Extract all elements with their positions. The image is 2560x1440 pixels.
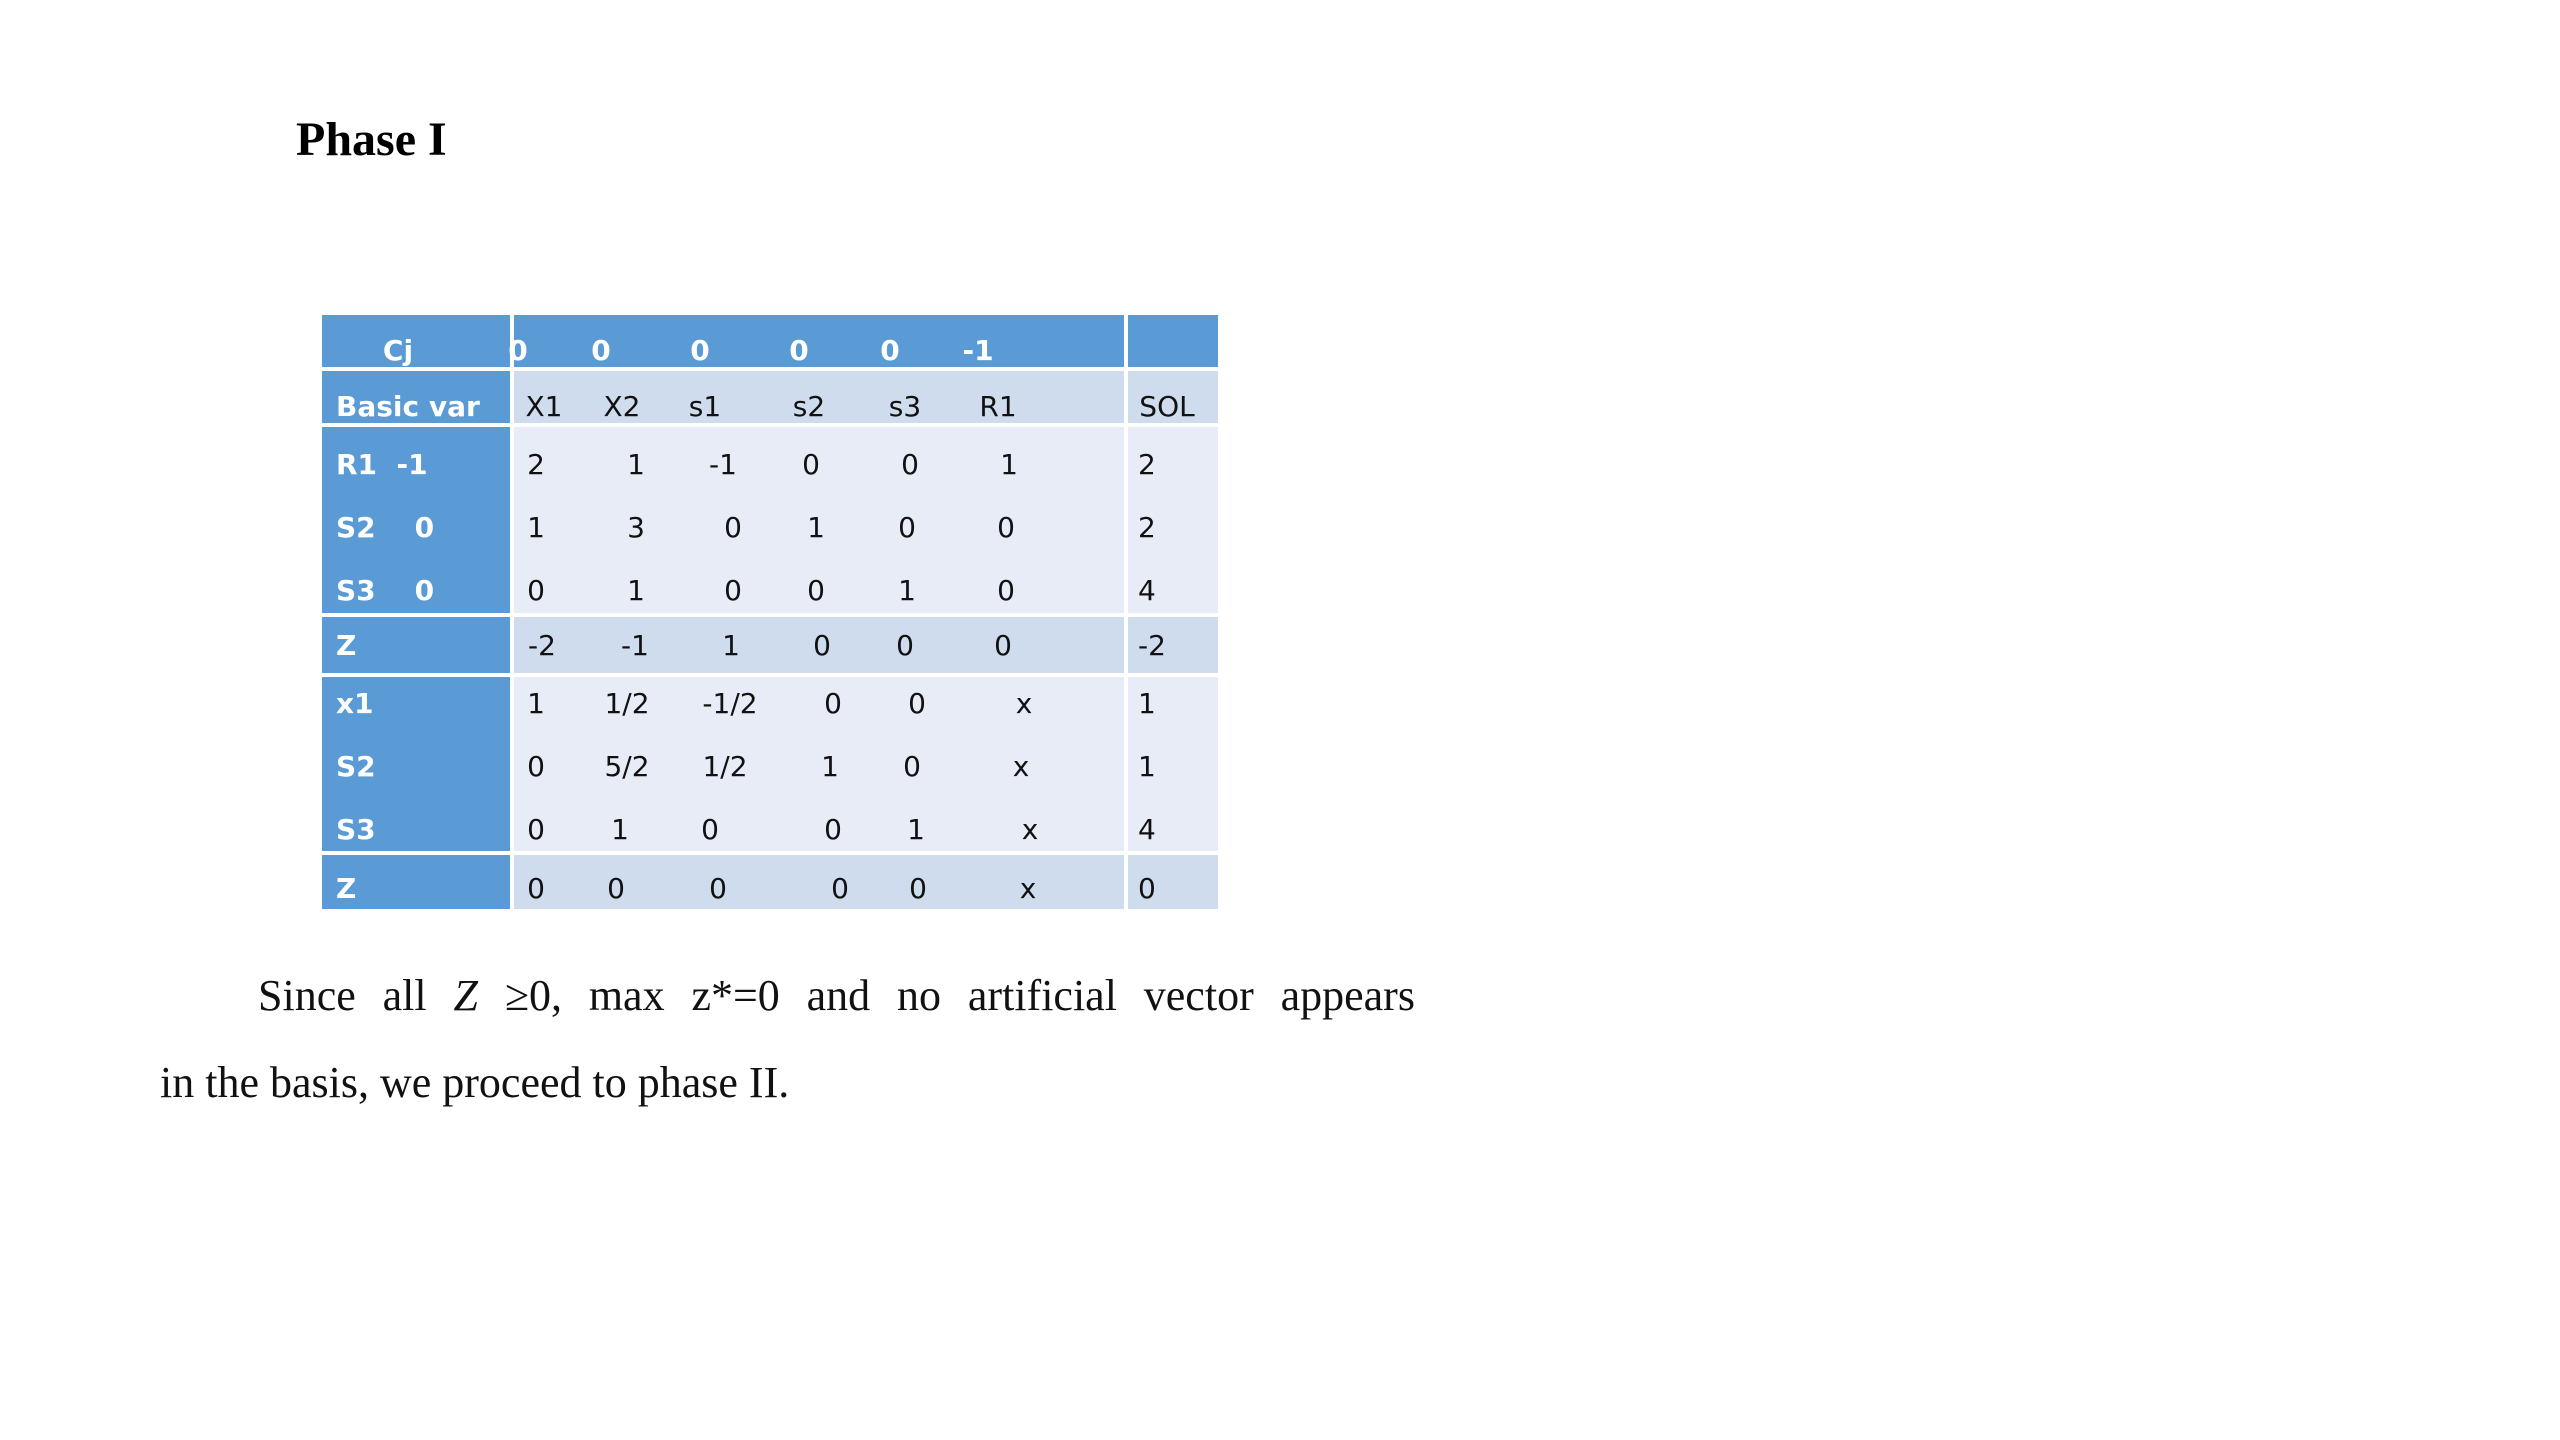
row-label: S2 (336, 750, 376, 783)
tableau-cell: 0 (997, 511, 1015, 544)
tableau-cell: x (1015, 687, 1033, 720)
column-header: s2 (792, 390, 826, 423)
tableau-cell: 0 (807, 574, 825, 607)
tableau-cell: 1/2 (604, 687, 650, 720)
column-header: s1 (688, 390, 722, 423)
tableau-cell: 0 (898, 511, 916, 544)
sol-cell: 1 (1138, 750, 1156, 783)
cj-row-bg (322, 315, 1218, 367)
tableau-cell: -1 (709, 448, 737, 481)
tableau-cell: 1 (907, 813, 925, 846)
cj-label: Cj (382, 334, 414, 367)
row-label: S2 0 (336, 511, 435, 544)
row-divider (322, 613, 1218, 617)
tableau-cell: 1 (627, 574, 645, 607)
row-label: Z (336, 872, 357, 905)
tableau-cell: x (1019, 872, 1037, 905)
paragraph-word: and (806, 971, 871, 1020)
row-label: Z (336, 629, 357, 662)
tableau-cell: 0 (824, 813, 842, 846)
tableau-cell: -1 (621, 629, 649, 662)
sol-cell: 4 (1138, 813, 1156, 846)
paragraph-word: Since (258, 971, 356, 1020)
tableau-cell: 0 (701, 813, 719, 846)
cj-value: 0 (690, 334, 710, 367)
tableau-cell: 0 (527, 750, 545, 783)
tableau-cell: 0 (901, 448, 919, 481)
tableau-cell: 0 (709, 872, 727, 905)
tableau-cell: 0 (527, 813, 545, 846)
tableau-cell: 0 (527, 872, 545, 905)
row-divider (322, 423, 1218, 427)
cj-value: 0 (591, 334, 611, 367)
tableau-cell: 1 (1000, 448, 1018, 481)
cj-value: 0 (880, 334, 900, 367)
tableau-cell: 0 (908, 687, 926, 720)
paragraph-word: ≥0, (504, 971, 562, 1020)
tableau-cell: 0 (896, 629, 914, 662)
tableau-cell: 2 (527, 448, 545, 481)
paragraph-word: max (588, 971, 665, 1020)
tableau-cell: 1 (527, 511, 545, 544)
basic-var-header: Basic var (336, 390, 480, 423)
sol-cell: 0 (1138, 872, 1156, 905)
row-label: R1 -1 (336, 448, 428, 481)
tableau-cell: 0 (997, 574, 1015, 607)
sol-cell: 4 (1138, 574, 1156, 607)
cj-value: -1 (962, 334, 994, 367)
sol-cell: -2 (1138, 629, 1166, 662)
sol-header: SOL (1139, 390, 1195, 423)
tableau-cell: 1 (527, 687, 545, 720)
tableau-cell: x (1012, 750, 1030, 783)
tableau-cell: x (1021, 813, 1039, 846)
tableau-cell: 0 (813, 629, 831, 662)
tableau-cell: 1 (821, 750, 839, 783)
tableau-cell: 0 (824, 687, 842, 720)
tableau-cell: -1/2 (702, 687, 758, 720)
column-divider (510, 315, 514, 909)
paragraph-word: no (897, 971, 942, 1020)
column-header: X2 (603, 390, 641, 423)
row-divider (322, 851, 1218, 855)
tableau-cell: 1 (611, 813, 629, 846)
tableau-cell: 0 (994, 629, 1012, 662)
row-label: S3 (336, 813, 376, 846)
tableau-cell: 0 (903, 750, 921, 783)
row-label: x1 (336, 687, 374, 720)
tableau-cell: 1 (627, 448, 645, 481)
tableau-cell: -2 (528, 629, 556, 662)
cj-value: 0 (789, 334, 809, 367)
paragraph-word: Z (453, 971, 478, 1020)
paragraph-line-2: in the basis, we proceed to phase II. (160, 1058, 790, 1107)
tableau-cell: 3 (627, 511, 645, 544)
sol-cell: 2 (1138, 448, 1156, 481)
tableau-cell: 1 (807, 511, 825, 544)
tableau-cell: 1/2 (702, 750, 748, 783)
paragraph-word: z*=0 (691, 971, 780, 1020)
sol-cell: 2 (1138, 511, 1156, 544)
row-label: S3 0 (336, 574, 435, 607)
tableau-cell: 0 (527, 574, 545, 607)
page-heading: Phase I (296, 113, 447, 166)
cj-value: 0 (508, 334, 528, 367)
paragraph-word: vector (1143, 971, 1254, 1020)
paragraph-line-1 (160, 970, 1415, 1021)
tableau-cell: 0 (909, 872, 927, 905)
tableau-cell: 0 (802, 448, 820, 481)
row-divider (322, 367, 1218, 371)
column-header: s3 (888, 390, 922, 423)
row-divider (322, 673, 1218, 677)
simplex-tableau (322, 315, 1218, 909)
tableau-cell: 0 (607, 872, 625, 905)
tableau-cell: 5/2 (604, 750, 650, 783)
paragraph-word: artificial (967, 971, 1117, 1020)
tableau-cell: 0 (724, 574, 742, 607)
paragraph-word: appears (1280, 971, 1415, 1020)
tableau-cell: 1 (898, 574, 916, 607)
column-header: X1 (525, 390, 563, 423)
paragraph-word: all (382, 971, 427, 1020)
column-divider (1124, 315, 1128, 909)
sol-cell: 1 (1138, 687, 1156, 720)
tableau-cell: 0 (724, 511, 742, 544)
tableau-cell: 1 (722, 629, 740, 662)
column-header: R1 (979, 390, 1017, 423)
tableau-cell: 0 (831, 872, 849, 905)
